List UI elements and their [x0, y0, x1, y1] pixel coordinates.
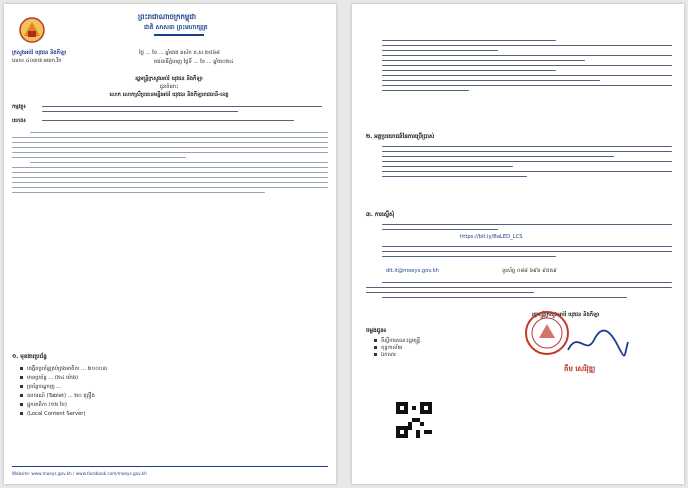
cc-label: ចម្លងជូន៖ — [366, 328, 387, 334]
list-item: ទីស្តីការគណៈរដ្ឋមន្ត្រី — [372, 338, 512, 345]
national-motto: ជាតិ សាសនា ព្រះមហាក្សត្រ — [144, 24, 208, 31]
feature-list — [18, 366, 318, 418]
subject-label: កម្មវត្ថុ៖ — [12, 104, 26, 110]
minister-title: រដ្ឋមន្ត្រីក្រសួងអប់រំ យុវជន និងកីឡា — [532, 312, 600, 318]
request-list-continued — [382, 246, 672, 261]
request-url-link[interactable]: https://bit.ly/BaLED_LCS — [460, 234, 523, 240]
list-item: បង្កើតប្រព័ន្ធគ្រប់គ្រងមាតិកា ... ២០០០៣ — [18, 366, 318, 373]
signature-icon — [564, 326, 630, 360]
sender-heading: រដ្ឋមន្ត្រីក្រសួងអប់រំ យុវជន និងកីឡា — [135, 76, 203, 82]
request-list — [382, 224, 672, 234]
body-paragraph-2 — [12, 162, 328, 197]
list-item: (Local Content Server) — [18, 411, 318, 418]
section-2-heading: ២. អត្ថប្រយោជន៍នៃការប្រើប្រាស់ — [366, 134, 435, 140]
footer-divider — [12, 466, 328, 467]
list-item: ឯកសារ — [372, 352, 512, 359]
closing-paragraph — [366, 282, 672, 302]
subject-text — [42, 106, 322, 116]
list-item: ផ្ទុកមាតិកា (១២ ខែ) — [18, 402, 318, 409]
ministry-name: ក្រសួងអប់រំ យុវជន និងកីឡា — [12, 50, 67, 56]
reference-text — [42, 120, 322, 125]
letter-page-2 — [352, 4, 684, 484]
qr-code-icon — [396, 402, 432, 438]
cc-list — [372, 338, 512, 359]
list-item: មានប្រព័ន្ធ ... (២៤ ម៉ោង) — [18, 375, 318, 382]
section-1-heading: ១. មុខងារប្រព័ន្ធ — [12, 354, 47, 360]
list-item: ឧបករណ៍ (Tablet) ... ២០ គ្រឿង — [18, 393, 318, 400]
location-date: រាជធានីភ្នំពេញ ថ្ងៃទី ... ខែ ... ឆ្នាំ២០២៤ — [154, 59, 234, 65]
reference-label: យោង៖ — [12, 118, 26, 124]
letter-page-1 — [4, 4, 336, 484]
benefits-list — [382, 146, 672, 181]
list-item: ប្រព័ន្ធបណ្តាញ ... — [18, 384, 318, 391]
kingdom-title: ព្រះរាជាណាចក្រកម្ពុជា — [138, 13, 197, 21]
footer-text: Website: www.moeys.gov.kh / www.facebook.com/moeys.gov.kh — [12, 471, 147, 476]
to-line: ជូនចំពោះ — [159, 84, 179, 90]
list-item: ខុទ្ទកាល័យ — [372, 345, 512, 352]
recipient-line: លោក លោកស្រីប្រធានមន្ទីរអប់រំ យុវជន និងកីឡារាជធានី-ខេត្ត — [109, 92, 229, 98]
contact-email-link[interactable]: dit.it@moeys.gov.kh — [386, 268, 439, 274]
lunar-date: ថ្ងៃ ... ខែ ... ឆ្នាំរោង ឆស័ក ព.ស.២៥៦៨ — [139, 50, 220, 56]
body-paragraph-1 — [12, 132, 328, 162]
reference-number: លេខ៖ ៤០៣៧ អយក.វិក — [12, 58, 62, 64]
signatory-name: គឹម សេរីវុឌ្ឍ — [564, 365, 596, 373]
contact-phone: ទូរស័ព្ទ ០៨៨ ៦៩៦ ៩៥៥៩ — [502, 268, 557, 274]
continued-list — [382, 40, 672, 95]
section-3-heading: ៣. ការស្នើសុំ — [366, 212, 395, 218]
ministry-emblem-icon — [18, 16, 46, 46]
title-divider — [154, 34, 204, 36]
